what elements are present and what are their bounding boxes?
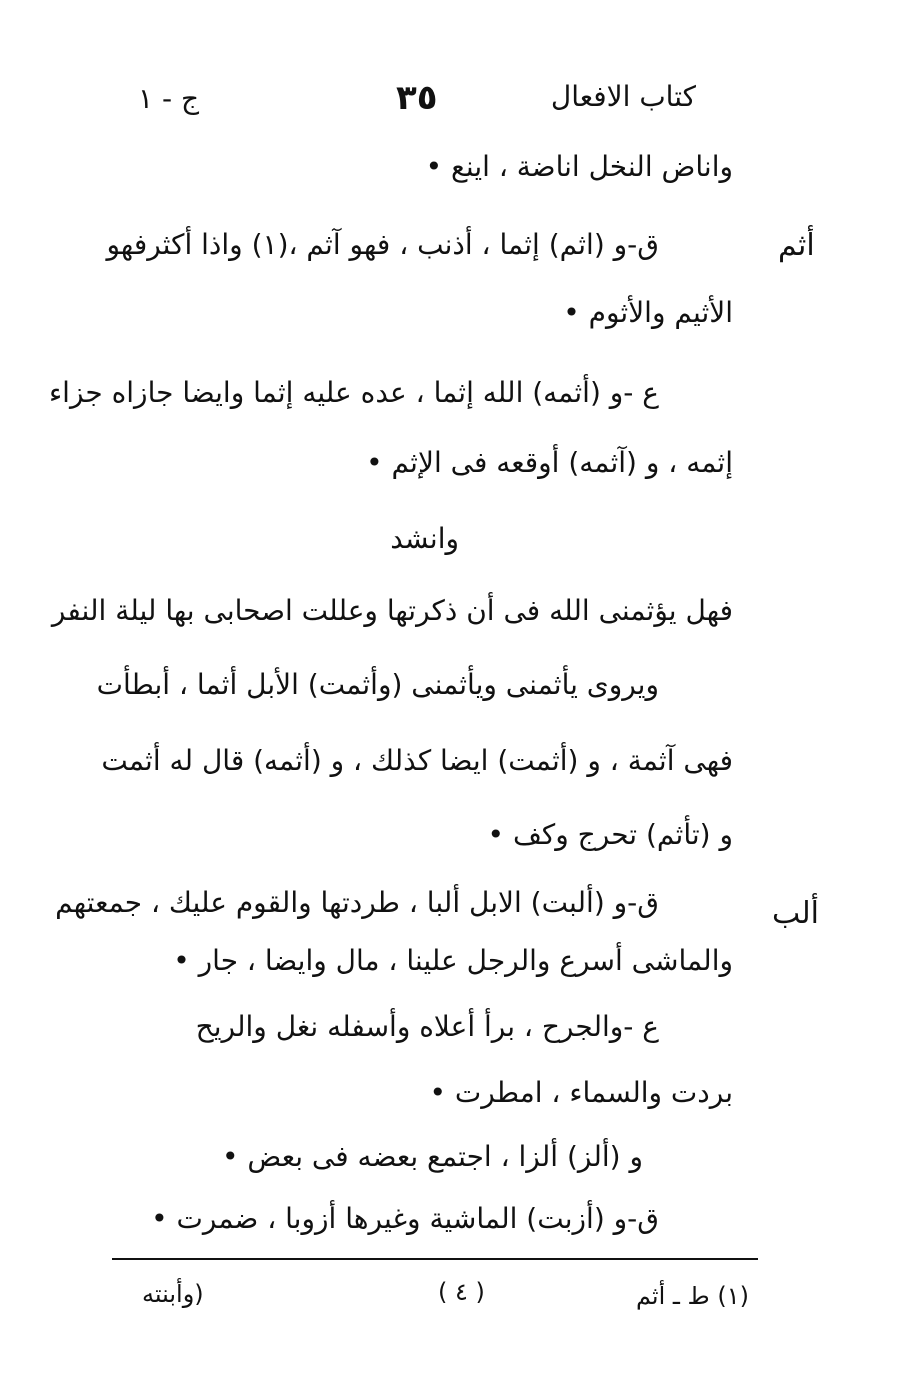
text-line: الأثيم والأثوم • (563, 296, 733, 329)
page-number: ٣٥ (396, 78, 438, 118)
text-line: إثمه ، و (آثمه) أوقعه فى الإثم • (366, 446, 733, 479)
margin-entry-athim: أثم (778, 228, 815, 263)
text-line: وانشد (390, 522, 459, 555)
text-line: بردت والسماء ، امطرت • (429, 1076, 733, 1109)
text-line: و (ألز) ألزا ، اجتمع بعضه فى بعض • (222, 1140, 643, 1173)
text-line: واناض النخل اناضة ، اينع • (425, 150, 733, 183)
text-line: فهى آثمة ، و (أثمت) ايضا كذلك ، و (أثمه) قال له أثمت (101, 744, 733, 777)
margin-entry-alaba: ألب (772, 896, 819, 931)
poetry-verse: فهل يؤثمنى الله فى أن ذكرتها وعللت اصحابى بها ليلة النفر (51, 594, 733, 627)
text-line: ق-و (اثم) إثما ، أذنب ، فهو آثم ،(١) واذا أكثرفهو (106, 228, 659, 261)
book-title: كتاب الافعال (550, 80, 696, 113)
signature-mark: ( ٤ ) (438, 1278, 485, 1306)
text-line: ع -و (أثمه) الله إثما ، عده عليه إثما وايضا جازاه جزاء (49, 376, 659, 409)
text-line: و (تأثم) تحرج وكف • (487, 818, 733, 851)
text-line: ق-و (أزبت) الماشية وغيرها أزوبا ، ضمرت • (151, 1202, 659, 1235)
text-line: ق-و (ألبت) الابل ألبا ، طردتها والقوم عليك ، جمعتهم (55, 886, 659, 919)
text-line: ويروى يأثمنى ويأثمنى (وأثمت) الأبل أثما ، أبطأت (96, 668, 659, 701)
text-line: والماشى أسرع والرجل علينا ، مال وايضا ، جار • (173, 944, 733, 977)
volume-number: ج - ١ (138, 82, 200, 115)
footnote-rule (112, 1258, 758, 1260)
footnote: (١) ط ـ أثم (635, 1282, 749, 1310)
text-line: ع -والجرح ، برأ أعلاه وأسفله نغل والريح (195, 1010, 659, 1043)
catchword: (وأبنته (142, 1280, 204, 1308)
